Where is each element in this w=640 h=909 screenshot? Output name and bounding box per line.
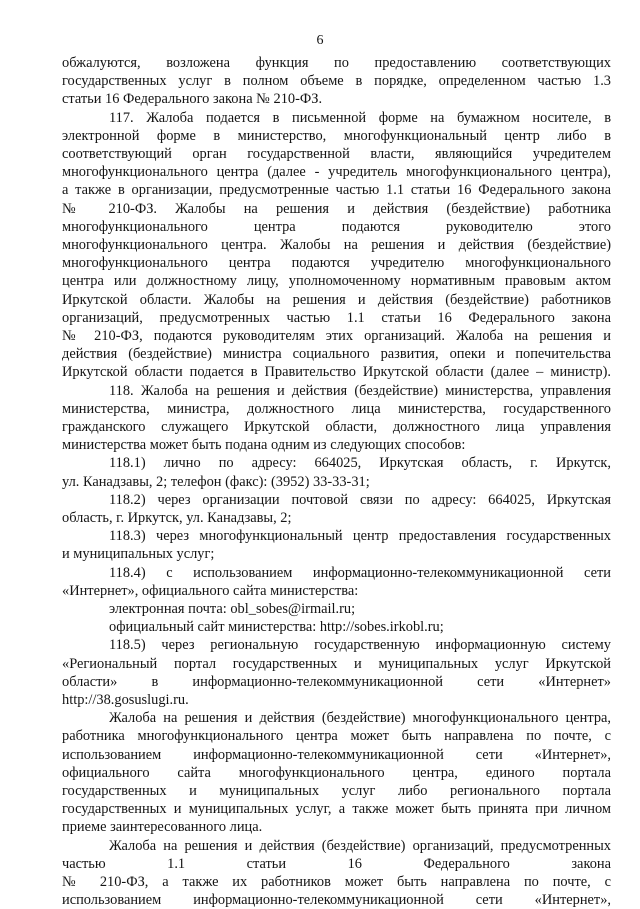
text-line: Жалоба на решения и действия (бездействие) многофункционального центра, bbox=[109, 710, 611, 727]
text-line: приеме заинтересованного лица. bbox=[62, 819, 263, 836]
page-number: 6 bbox=[316, 33, 324, 48]
text-line: электронной форме в министерство, многофункциональный центр либо в bbox=[62, 127, 611, 144]
text-line: работника многофункционального центра может быть направлена по почте, с bbox=[62, 728, 611, 745]
text-line: гражданского служащего Иркутской области, должностного лица управления bbox=[62, 419, 611, 435]
text-line: № 210-ФЗ. Жалобы на решения и действия (бездействие) работника bbox=[62, 200, 611, 217]
text-line: Иркутской области подается в Правительство Иркутской области (далее – министр). bbox=[62, 364, 611, 381]
text-line: государственных услуг в полном объеме в порядке, определенном частью 1.3 bbox=[62, 73, 611, 90]
text-line: ул. Канадзавы, 2; телефон (факс): (3952) 33-33-31; bbox=[62, 473, 370, 490]
text-line: 117. Жалоба подается в письменной форме на бумажном носителе, в bbox=[109, 109, 611, 126]
text-line: многофункционального центра. Жалобы на решения и действия (бездействие) bbox=[62, 237, 611, 253]
text-line: статьи 16 Федерального закона № 210-ФЗ. bbox=[62, 91, 323, 108]
text-line: «Интернет», официального сайта министерства: bbox=[62, 582, 359, 599]
text-line: государственных и муниципальных услуг либо регионального портала bbox=[62, 783, 611, 799]
text-line: 118. Жалоба на решения и действия (бездействие) министерства, управления bbox=[109, 382, 611, 399]
text-line: действия (бездействие) министра социального развития, опеки и попечительства bbox=[62, 346, 611, 363]
text-line: 118.4) с использованием информационно-телекоммуникационной сети bbox=[109, 564, 611, 581]
text-line: Иркутской области. Жалобы на решения и действия (бездействие) работников bbox=[62, 291, 611, 308]
text-line: электронная почта: obl_sobes@irmail.ru; bbox=[109, 601, 356, 617]
text-line: использованием информационно-телекоммуникационной сети «Интернет», bbox=[62, 746, 611, 763]
text-line: соответствующий орган государственной власти, являющийся учредителем bbox=[62, 146, 611, 162]
text-line: центра или должностному лицу, уполномоченному нормативным правовым актом bbox=[62, 273, 611, 290]
text-line: 118.5) через региональную государственную информационную систему bbox=[109, 637, 611, 654]
text-line: многофункционального центра (далее - учредитель многофункционального центра), bbox=[62, 164, 611, 181]
text-line: официальный сайт министерства: http://sobes.irkobl.ru; bbox=[109, 619, 444, 636]
text-line: и муниципальных услуг; bbox=[62, 546, 215, 563]
text-line: обжалуются, возложена функция по предоставлению соответствующих bbox=[62, 55, 611, 71]
text-line: организаций, предусмотренных частью 1.1 статьи 16 Федерального закона bbox=[62, 309, 611, 326]
text-line: область, г. Иркутск, ул. Канадзавы, 2; bbox=[62, 510, 292, 526]
text-line: министерства, министра, должностного лица министерства, государственного bbox=[62, 400, 611, 417]
text-line: 118.2) через организации почтовой связи по адресу: 664025, Иркутская bbox=[109, 491, 611, 508]
text-line: многофункционального центра подаются руководителю этого bbox=[62, 218, 611, 235]
text-line: 118.1) лично по адресу: 664025, Иркутская область, г. Иркутск, bbox=[109, 455, 611, 472]
text-line: «Региональный портал государственных и муниципальных услуг Иркутской bbox=[62, 655, 611, 672]
text-line: официального сайта многофункционального центра, единого портала bbox=[62, 764, 611, 781]
text-line: многофункционального центра подаются учредителю многофункционального bbox=[62, 255, 611, 272]
text-line: http://38.gosuslugi.ru. bbox=[62, 692, 189, 708]
text-line: № 210-ФЗ, подаются руководителям этих организаций. Жалоба на решения и bbox=[62, 328, 611, 344]
text-line: использованием информационно-телекоммуникационной сети «Интернет», bbox=[62, 892, 611, 909]
text-line: 118.3) через многофункциональный центр предоставления государственных bbox=[109, 528, 611, 545]
text-line: министерства может быть подана одним из следующих способов: bbox=[62, 437, 466, 454]
text-line: государственных и муниципальных услуг, а также может быть принята при личном bbox=[62, 801, 611, 818]
text-line: Жалоба на решения и действия (бездействие) организаций, предусмотренных bbox=[109, 837, 611, 854]
text-line: частью 1.1 статьи 16 Федерального закона bbox=[62, 855, 611, 872]
text-line: а также в организации, предусмотренные частью 1.1 статьи 16 Федерального закона bbox=[62, 182, 611, 199]
text-line: № 210-ФЗ, а также их работников может быть направлена по почте, с bbox=[62, 874, 611, 890]
text-line: области» в информационно-телекоммуникационной сети «Интернет» bbox=[62, 673, 611, 690]
